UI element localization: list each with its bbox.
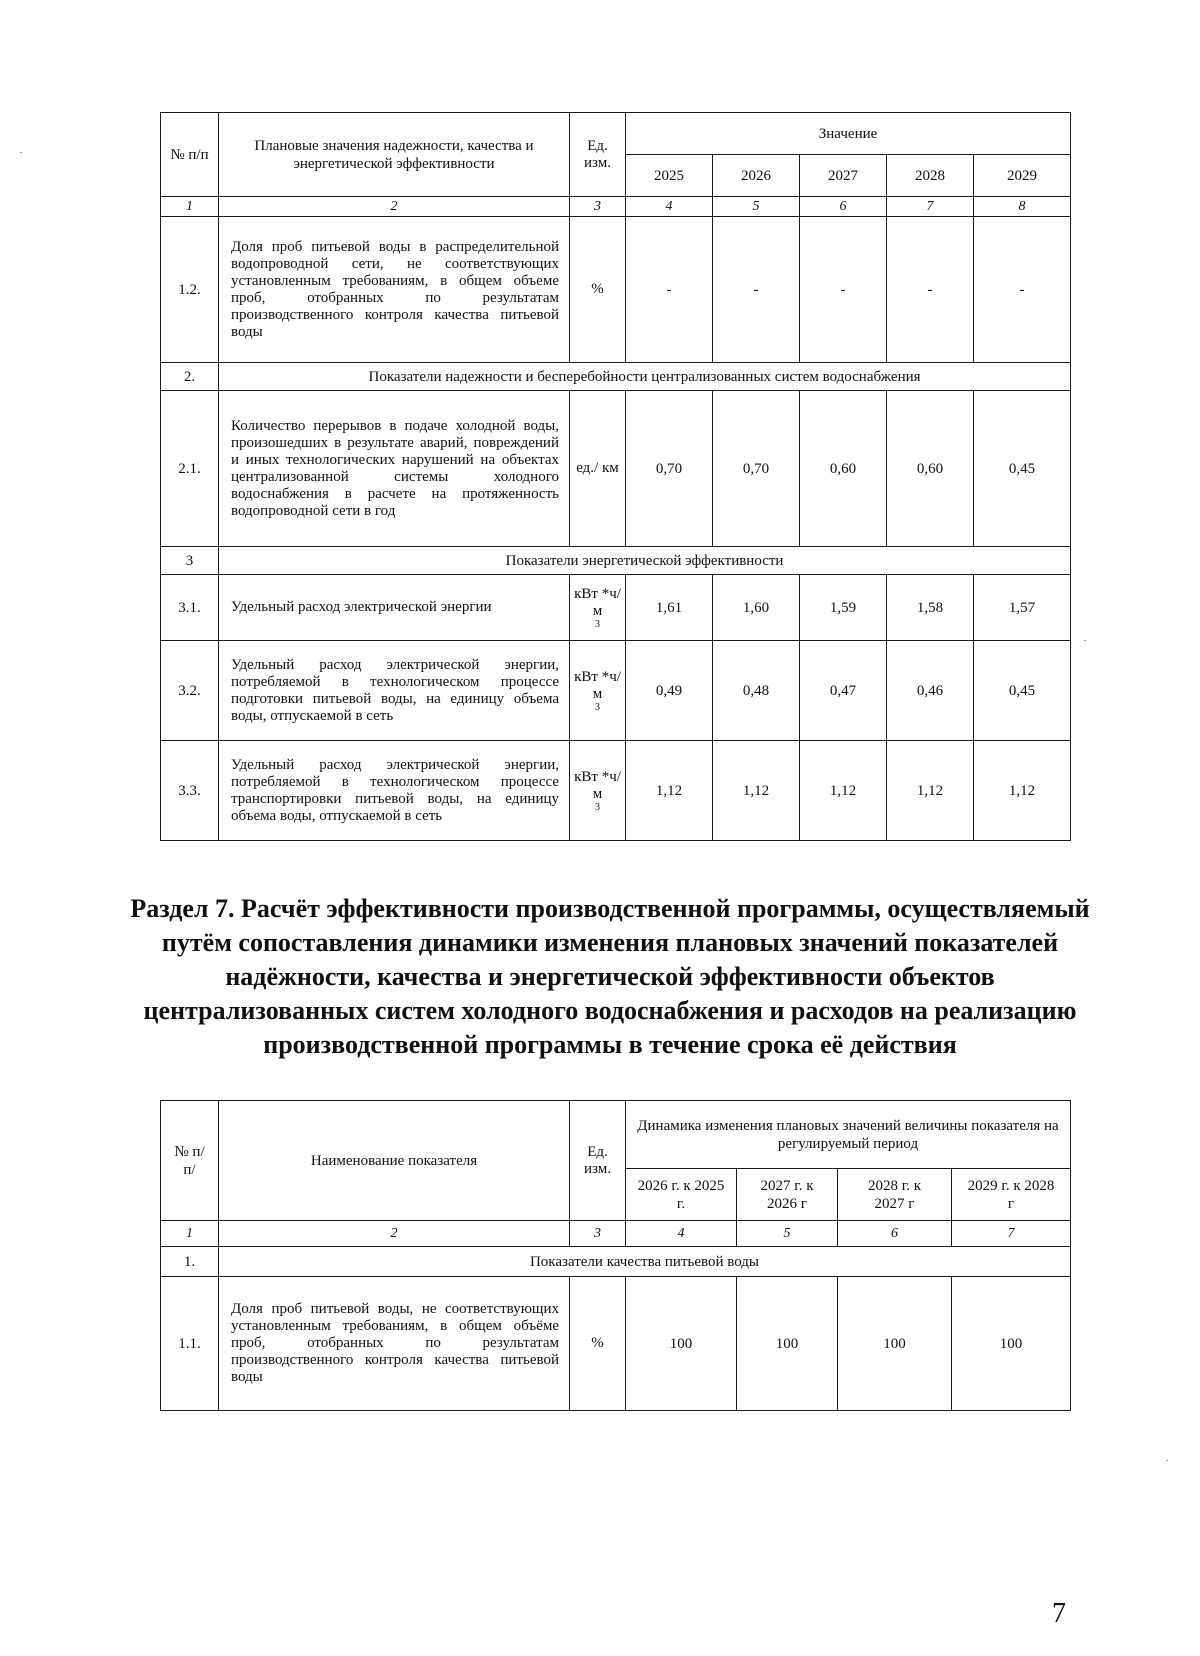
header-year: 2029 [974,155,1071,197]
section-row [161,547,1071,575]
row-num: 3.2. [161,641,219,741]
header-period: 2028 г. к 2027 г [838,1169,952,1221]
row-num: 2.1. [161,391,219,547]
row-value: 1,57 [974,575,1071,641]
row-value: 100 [737,1277,838,1411]
row-value: 1,61 [626,575,713,641]
unit-superscript: 3 [595,701,600,713]
row-num: 3.1. [161,575,219,641]
row-num: 3.3. [161,741,219,841]
header-period: 2026 г. к 2025 г. [626,1169,737,1221]
row-value: 1,12 [800,741,887,841]
row-value: 0,48 [713,641,800,741]
row-name: Доля проб питьевой воды, не соответствующих установленным требованиям, в общем объёме проб, отобранных по результатам производственного контроля качества питьевой воды [219,1277,570,1411]
row-value: 1,12 [974,741,1071,841]
planned-values-table [160,112,1071,841]
row-value: 0,49 [626,641,713,741]
unit-superscript: 3 [595,618,600,630]
section-title: Показатели энергетической эффективности [219,547,1071,575]
row-value: 0,47 [800,641,887,741]
table-row [161,575,1071,641]
row-value: 1,12 [887,741,974,841]
header-year: 2027 [800,155,887,197]
index-cell: 2 [219,1221,570,1247]
row-name: Доля проб питьевой воды в распределительной водопроводной сети, не соответствующих установленным требованиям, в общем объеме проб, отобранных по результатам производственного контроля качества питьевой воды [219,217,570,363]
row-num: 1.1. [161,1277,219,1411]
row-value: 0,60 [887,391,974,547]
header-unit: Ед. изм. [570,113,626,197]
index-cell: 2 [219,197,570,217]
page-number: 7 [1052,1598,1066,1629]
row-name: Удельный расход электрической энергии [219,575,570,641]
unit-superscript: 3 [595,801,600,813]
scan-speck [1166,1460,1168,1461]
scan-speck [20,152,22,153]
row-name: Количество перерывов в подаче холодной воды, произошедших в результате аварий, повреждений и иных технологических нарушений на объектах централизованной системы холодного водоснабжения в расчете на протяженность водопроводной сети в год [219,391,570,547]
index-cell: 1 [161,197,219,217]
table-row [161,641,1071,741]
row-unit: % [570,1277,626,1411]
row-value: - [800,217,887,363]
row-value: - [626,217,713,363]
header-period: 2029 г. к 2028 г [952,1169,1071,1221]
header-name: Наименование показателя [219,1101,570,1221]
index-cell: 3 [570,1221,626,1247]
index-cell: 1 [161,1221,219,1247]
scan-speck [1084,640,1086,641]
section-title: Показатели качества питьевой воды [219,1247,1071,1277]
row-value: 1,12 [713,741,800,841]
index-cell: 3 [570,197,626,217]
section-num: 3 [161,547,219,575]
header-year: 2028 [887,155,974,197]
section-row [161,1247,1071,1277]
row-value: 1,12 [626,741,713,841]
header-year: 2026 [713,155,800,197]
header-unit: Ед. изм. [570,1101,626,1221]
index-cell: 5 [737,1221,838,1247]
header-period: 2027 г. к 2026 г [737,1169,838,1221]
row-value: 0,70 [713,391,800,547]
row-value: 0,60 [800,391,887,547]
row-value: 100 [838,1277,952,1411]
section-row [161,363,1071,391]
index-cell: 6 [800,197,887,217]
row-value: 0,45 [974,641,1071,741]
row-name: Удельный расход электрической энергии, потребляемой в технологическом процессе подготовки питьевой воды, на единицу объема воды, отпускаемой в сеть [219,641,570,741]
header-num: № п/п/ [161,1101,219,1221]
index-cell: 6 [838,1221,952,1247]
unit-text: кВт *ч/м [574,668,621,702]
header-year: 2025 [626,155,713,197]
table-row [161,217,1071,363]
header-name: Плановые значения надежности, качества и энергетической эффективности [219,113,570,197]
row-value: 1,59 [800,575,887,641]
row-value: 0,46 [887,641,974,741]
table-row [161,1277,1071,1411]
section-num: 2. [161,363,219,391]
row-num: 1.2. [161,217,219,363]
row-value: 100 [952,1277,1071,1411]
row-value: 1,60 [713,575,800,641]
row-unit: ед./ км [570,391,626,547]
header-dynamics: Динамика изменения плановых значений величины показателя на регулируемый период [626,1101,1071,1169]
row-value: 0,45 [974,391,1071,547]
section-title: Показатели надежности и бесперебойности централизованных систем водоснабжения [219,363,1071,391]
row-value: 1,58 [887,575,974,641]
section-heading: Раздел 7. Расчёт эффективности производственной программы, осуществляемый путём сопоставления динамики изменения плановых значений показателей надёжности, качества и энергетической эффективности объектов централизованных систем холодного водоснабжения и расходов на реализацию производственной программы в течение срока её действия [130,894,1090,1059]
row-value: - [713,217,800,363]
row-unit [570,741,626,841]
header-value: Значение [626,113,1071,155]
index-cell: 4 [626,197,713,217]
row-value: 100 [626,1277,737,1411]
row-name: Удельный расход электрической энергии, потребляемой в технологическом процессе транспортировки питьевой воды, на единицу объема воды, отпускаемой в сеть [219,741,570,841]
row-unit: % [570,217,626,363]
row-value: - [974,217,1071,363]
row-value: 0,70 [626,391,713,547]
index-cell: 7 [952,1221,1071,1247]
table-row [161,391,1071,547]
row-value: - [887,217,974,363]
header-num: № п/п [161,113,219,197]
table-row [161,741,1071,841]
row-unit [570,575,626,641]
index-cell: 8 [974,197,1071,217]
unit-text: кВт *ч/м [574,585,621,619]
index-cell: 4 [626,1221,737,1247]
efficiency-dynamics-table [160,1100,1071,1411]
section-num: 1. [161,1247,219,1277]
row-unit [570,641,626,741]
index-cell: 5 [713,197,800,217]
unit-text: кВт *ч/м [574,768,621,802]
index-cell: 7 [887,197,974,217]
